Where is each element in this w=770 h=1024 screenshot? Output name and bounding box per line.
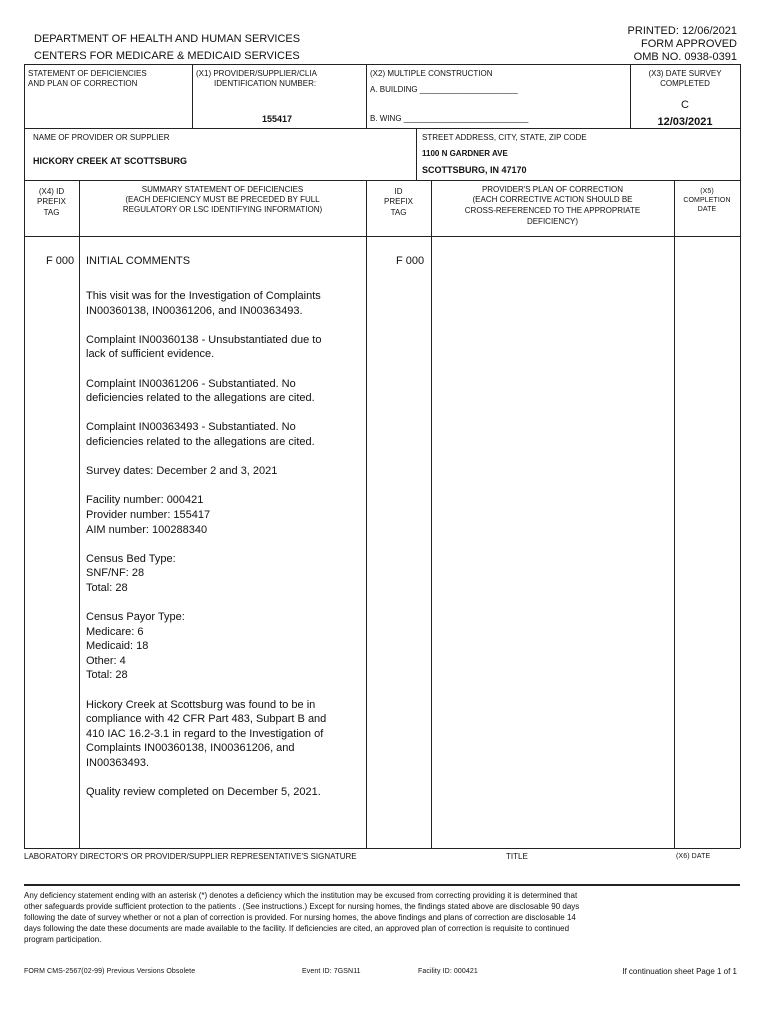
right-border: [740, 64, 741, 848]
title-label: TITLE: [506, 852, 528, 861]
page-indicator: If continuation sheet Page 1 of 1: [622, 967, 737, 976]
omb-number: OMB NO. 0938-0391: [633, 51, 737, 63]
provider-name-value: HICKORY CREEK AT SCOTTSBURG: [33, 156, 188, 166]
id-header-2: PREFIX: [384, 197, 413, 206]
x5-header-3: DATE: [697, 206, 717, 213]
col-divider-1: [79, 180, 80, 848]
provider-id-label-1: (X1) PROVIDER/SUPPLIER/CLIA: [196, 69, 317, 78]
statement-label-1: STATEMENT OF DEFICIENCIES: [28, 69, 147, 78]
body-line: Complaint IN00360138 - Unsubstantiated due to: [86, 333, 322, 346]
body-line: Other: 4: [86, 654, 126, 667]
disclaimer-line: other safeguards provide sufficient protection to the patients . (See instructions.) Except for nursing homes, the findings stated above are disclosable 90 days: [24, 902, 580, 911]
body-line: AIM number: 100288340: [86, 523, 208, 536]
paragraph: [86, 785, 364, 800]
body-line: Medicaid: 18: [86, 640, 149, 653]
body-line: lack of sufficient evidence.: [86, 348, 215, 361]
entry-body: [86, 289, 364, 814]
body-line: Medicare: 6: [86, 625, 144, 638]
divider-x1: [192, 64, 193, 128]
col-divider-2: [366, 180, 367, 848]
body-line: This visit was for the Investigation of Complaints: [86, 290, 321, 302]
printed-date: PRINTED: 12/06/2021: [627, 25, 737, 37]
id-header-3: TAG: [390, 208, 407, 217]
id-prefix-tag: F 000: [396, 255, 425, 267]
x5-header-1: (X5): [700, 188, 714, 195]
survey-label-2: COMPLETED: [660, 79, 710, 88]
survey-label-1: (X3) DATE SURVEY: [648, 69, 722, 78]
left-border: [24, 64, 25, 848]
survey-date: 12/03/2021: [657, 116, 713, 128]
body-line: IN00363493.: [86, 757, 149, 769]
x5-header-2: COMPLETION: [683, 197, 731, 204]
summary-header-3: REGULATORY OR LSC IDENTIFYING INFORMATION): [122, 205, 323, 214]
prefix-tag: F 000: [46, 255, 75, 267]
paragraph: [86, 493, 364, 537]
disclaimer-line: program participation.: [24, 935, 102, 944]
paragraph: [86, 610, 364, 683]
disclaimer-line: Any deficiency statement ending with an asterisk (*) denotes a deficiency which the institution may be excused from correcting providing it is determined that: [24, 891, 578, 900]
body-line: deficiencies related to the allegations are cited.: [86, 435, 315, 448]
survey-code: C: [681, 99, 689, 111]
disclaimer-line: following the date of survey whether or not a plan of correction is provided. For nursing homes, the above findings and plans of correction are disclosable 14: [24, 913, 576, 922]
paragraph: [86, 552, 364, 596]
provider-name-label: NAME OF PROVIDER OR SUPPLIER: [33, 133, 170, 142]
body-line: Complaint IN00361206 - Substantiated. No: [86, 377, 296, 390]
paragraph: [86, 377, 364, 406]
paragraph: [86, 289, 364, 318]
divider-address: [416, 128, 417, 180]
paragraph: [86, 333, 364, 362]
divider-x2: [366, 64, 367, 128]
event-id: Event ID: 7GSN11: [302, 968, 361, 975]
wing-field: B. WING ____________________________: [370, 114, 529, 123]
id-header-1: ID: [394, 187, 403, 196]
signature-separator: [24, 884, 740, 886]
address-city: SCOTTSBURG, IN 47170: [422, 165, 527, 175]
provider-id-label-2: IDENTIFICATION NUMBER:: [214, 79, 317, 88]
body-line: compliance with 42 CFR Part 483, Subpart B and: [86, 713, 327, 726]
body-line: Total: 28: [86, 669, 128, 682]
signature-label: LABORATORY DIRECTOR'S OR PROVIDER/SUPPLIER REPRESENTATIVE'S SIGNATURE: [24, 852, 357, 861]
department-name: DEPARTMENT OF HEALTH AND HUMAN SERVICES: [34, 33, 301, 45]
form-number: FORM CMS-2567(02-99) Previous Versions Obsolete: [24, 968, 196, 975]
top-border: [24, 64, 740, 65]
body-line: 410 IAC 16.2-3.1 in regard to the Investigation of: [86, 727, 324, 740]
body-line: Survey dates: December 2 and 3, 2021: [86, 465, 278, 478]
plan-header-3: CROSS-REFERENCED TO THE APPROPRIATE: [464, 206, 641, 215]
entry-title: INITIAL COMMENTS: [86, 255, 191, 267]
construction-label: (X2) MULTIPLE CONSTRUCTION: [370, 69, 493, 78]
x4-header-2: PREFIX: [37, 197, 66, 206]
col-divider-4: [674, 180, 675, 848]
x4-header-3: TAG: [43, 208, 60, 217]
building-field: A. BUILDING ______________________: [370, 85, 518, 94]
body-line: Complaints IN00360138, IN00361206, and: [86, 742, 295, 755]
body-line: Complaint IN00363493 - Substantiated. No: [86, 421, 296, 434]
paragraph: [86, 698, 364, 771]
facility-id: Facility ID: 000421: [418, 968, 478, 975]
body-line: deficiencies related to the allegations are cited.: [86, 392, 315, 405]
signature-date-label: (X6) DATE: [676, 853, 711, 860]
paragraph: [86, 420, 364, 449]
address-label: STREET ADDRESS, CITY, STATE, ZIP CODE: [422, 133, 587, 142]
agency-name: CENTERS FOR MEDICARE & MEDICAID SERVICES: [34, 50, 300, 62]
table-bottom-border: [24, 848, 740, 849]
body-line: Quality review completed on December 5, 2021.: [86, 786, 321, 799]
disclaimer-line: days following the date these documents are made available to the facility. If deficiencies are cited, an approved plan of correction is requisite to continued: [24, 924, 570, 933]
plan-header-2: (EACH CORRECTIVE ACTION SHOULD BE: [472, 195, 633, 204]
row2-border: [24, 180, 740, 181]
plan-header-4: DEFICIENCY): [526, 217, 579, 226]
form-approved: FORM APPROVED: [641, 38, 737, 50]
col-divider-3: [431, 180, 432, 848]
body-line: Census Payor Type:: [86, 611, 185, 624]
body-line: Facility number: 000421: [86, 494, 204, 507]
statement-label-2: AND PLAN OF CORRECTION: [28, 79, 138, 88]
body-line: Census Bed Type:: [86, 552, 176, 565]
provider-id-value: 155417: [262, 114, 293, 124]
body-line: SNF/NF: 28: [86, 567, 145, 580]
body-line: Hickory Creek at Scottsburg was found to be in: [86, 698, 316, 711]
plan-header-1: PROVIDER'S PLAN OF CORRECTION: [481, 185, 624, 194]
disclaimer: [24, 890, 740, 945]
summary-header-2: (EACH DEFICIENCY MUST BE PRECEDED BY FULL: [125, 195, 320, 204]
header-row-border: [24, 236, 740, 237]
body-line: IN00360138, IN00361206, and IN00363493.: [86, 304, 303, 317]
paragraph: [86, 464, 364, 479]
body-line: Provider number: 155417: [86, 508, 211, 521]
address-street: 1100 N GARDNER AVE: [422, 149, 508, 158]
summary-header-1: SUMMARY STATEMENT OF DEFICIENCIES: [141, 185, 304, 194]
body-line: Total: 28: [86, 581, 128, 594]
x4-header-1: (X4) ID: [38, 187, 65, 196]
